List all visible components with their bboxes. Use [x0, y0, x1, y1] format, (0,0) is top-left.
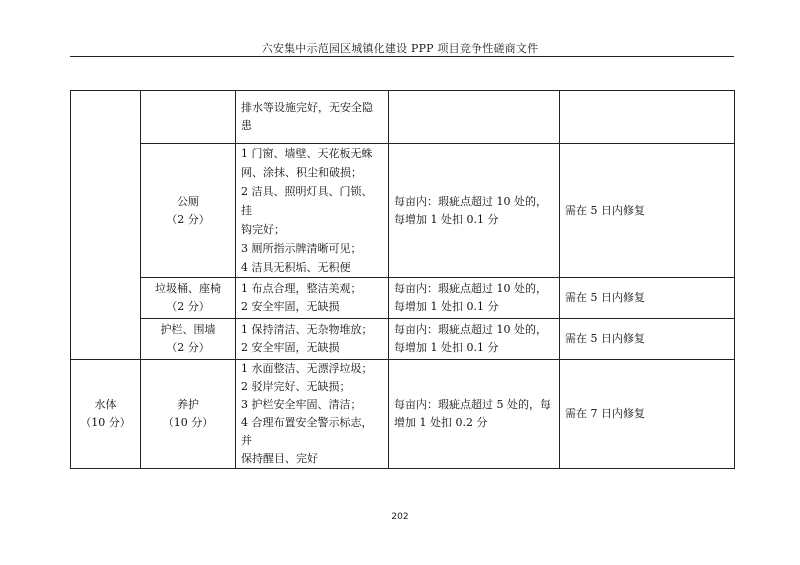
deduction-line: 每增加 1 处扣 0.1 分	[394, 300, 499, 313]
deduction-line: 每增加 1 处扣 0.1 分	[394, 341, 499, 354]
deduction-line: 每亩内：瑕疵点超过 10 处的，	[394, 282, 547, 295]
item-cell	[141, 319, 236, 360]
deduction-cell	[389, 278, 560, 319]
table-row-top-continuation	[71, 91, 735, 144]
standard-line: 钩完好；	[241, 223, 285, 236]
inspection-standards-table	[70, 90, 735, 469]
table-row-toilet	[71, 144, 735, 278]
deduction-line: 增加 1 处扣 0.2 分	[394, 416, 488, 429]
repair-cell: 需在 5 日内修复	[560, 144, 735, 278]
page-number: 202	[391, 512, 409, 522]
repair-cell: 需在 5 日内修复	[560, 319, 735, 360]
standard-line: 2 安全牢固，无缺损	[241, 300, 340, 313]
standard-line: 1 水面整洁、无漂浮垃圾；	[241, 362, 373, 375]
item-name: 公厕	[177, 194, 199, 208]
item-score: （2 分）	[166, 341, 210, 354]
deduction-cell	[389, 319, 560, 360]
item-cell	[141, 144, 236, 278]
standard-line: 3 护栏安全牢固、清洁；	[241, 398, 362, 411]
category-name: 水体	[94, 398, 117, 411]
item-name: 护栏、围墙	[160, 323, 216, 336]
item-score: （2 分）	[166, 212, 210, 226]
standard-line: 1 布点合理，整洁美观；	[241, 282, 362, 295]
deduction-cell	[389, 360, 560, 469]
standard-line: 排水等设施完好，无安全隐	[241, 101, 373, 114]
standard-cell	[236, 319, 389, 360]
document-header: 六安集中示范园区城镇化建设 PPP 项目竞争性磋商文件	[261, 42, 539, 55]
deduction-line: 每增加 1 处扣 0.1 分	[394, 212, 499, 226]
deduction-cell-empty	[389, 91, 560, 144]
standard-line: 3 厕所指示牌清晰可见；	[241, 242, 362, 255]
item-score: （10 分）	[162, 416, 214, 429]
item-cell-empty	[141, 91, 236, 144]
standard-line: 保持醒目、完好	[241, 452, 318, 465]
item-score: （2 分）	[166, 300, 210, 313]
standard-line: 2 洁具、照明灯具、门锁、挂	[241, 185, 373, 217]
category-score: （10 分）	[80, 416, 131, 429]
standard-line: 4 合理布置安全警示标志，并	[241, 416, 373, 447]
repair-cell: 需在 7 日内修复	[560, 360, 735, 469]
standard-cell	[236, 360, 389, 469]
standard-line: 2 驳岸完好、无缺损；	[241, 380, 351, 393]
category-cell-empty	[71, 91, 141, 360]
deduction-line: 每亩内：瑕疵点超过 5 处的，每	[394, 398, 551, 411]
item-name: 养护	[177, 398, 199, 411]
standard-cell	[236, 278, 389, 319]
standard-line: 2 安全牢固，无缺损	[241, 341, 340, 354]
deduction-line: 每亩内：瑕疵点超过 10 处的，	[394, 194, 547, 208]
repair-cell: 需在 5 日内修复	[560, 278, 735, 319]
standard-line: 患	[241, 119, 252, 132]
table-row-water	[71, 360, 735, 469]
standard-cell	[236, 144, 389, 278]
table-row-railing	[71, 319, 735, 360]
header-divider	[70, 56, 734, 57]
item-name: 垃圾桶、座椅	[155, 282, 221, 295]
repair-cell-empty	[560, 91, 735, 144]
item-cell	[141, 278, 236, 319]
standard-line: 1 保持清洁、无杂物堆放；	[241, 323, 373, 336]
standard-line: 网、涂抹、积尘和破损；	[241, 166, 362, 179]
deduction-cell	[389, 144, 560, 278]
deduction-line: 每亩内：瑕疵点超过 10 处的，	[394, 323, 547, 336]
item-cell	[141, 360, 236, 469]
table-row-bins	[71, 278, 735, 319]
standard-line: 4 洁具无积垢、无积便	[241, 261, 351, 274]
standard-cell	[236, 91, 389, 144]
standard-line: 1 门窗、墙壁、天花板无蛛	[241, 147, 373, 160]
category-cell	[71, 360, 141, 469]
